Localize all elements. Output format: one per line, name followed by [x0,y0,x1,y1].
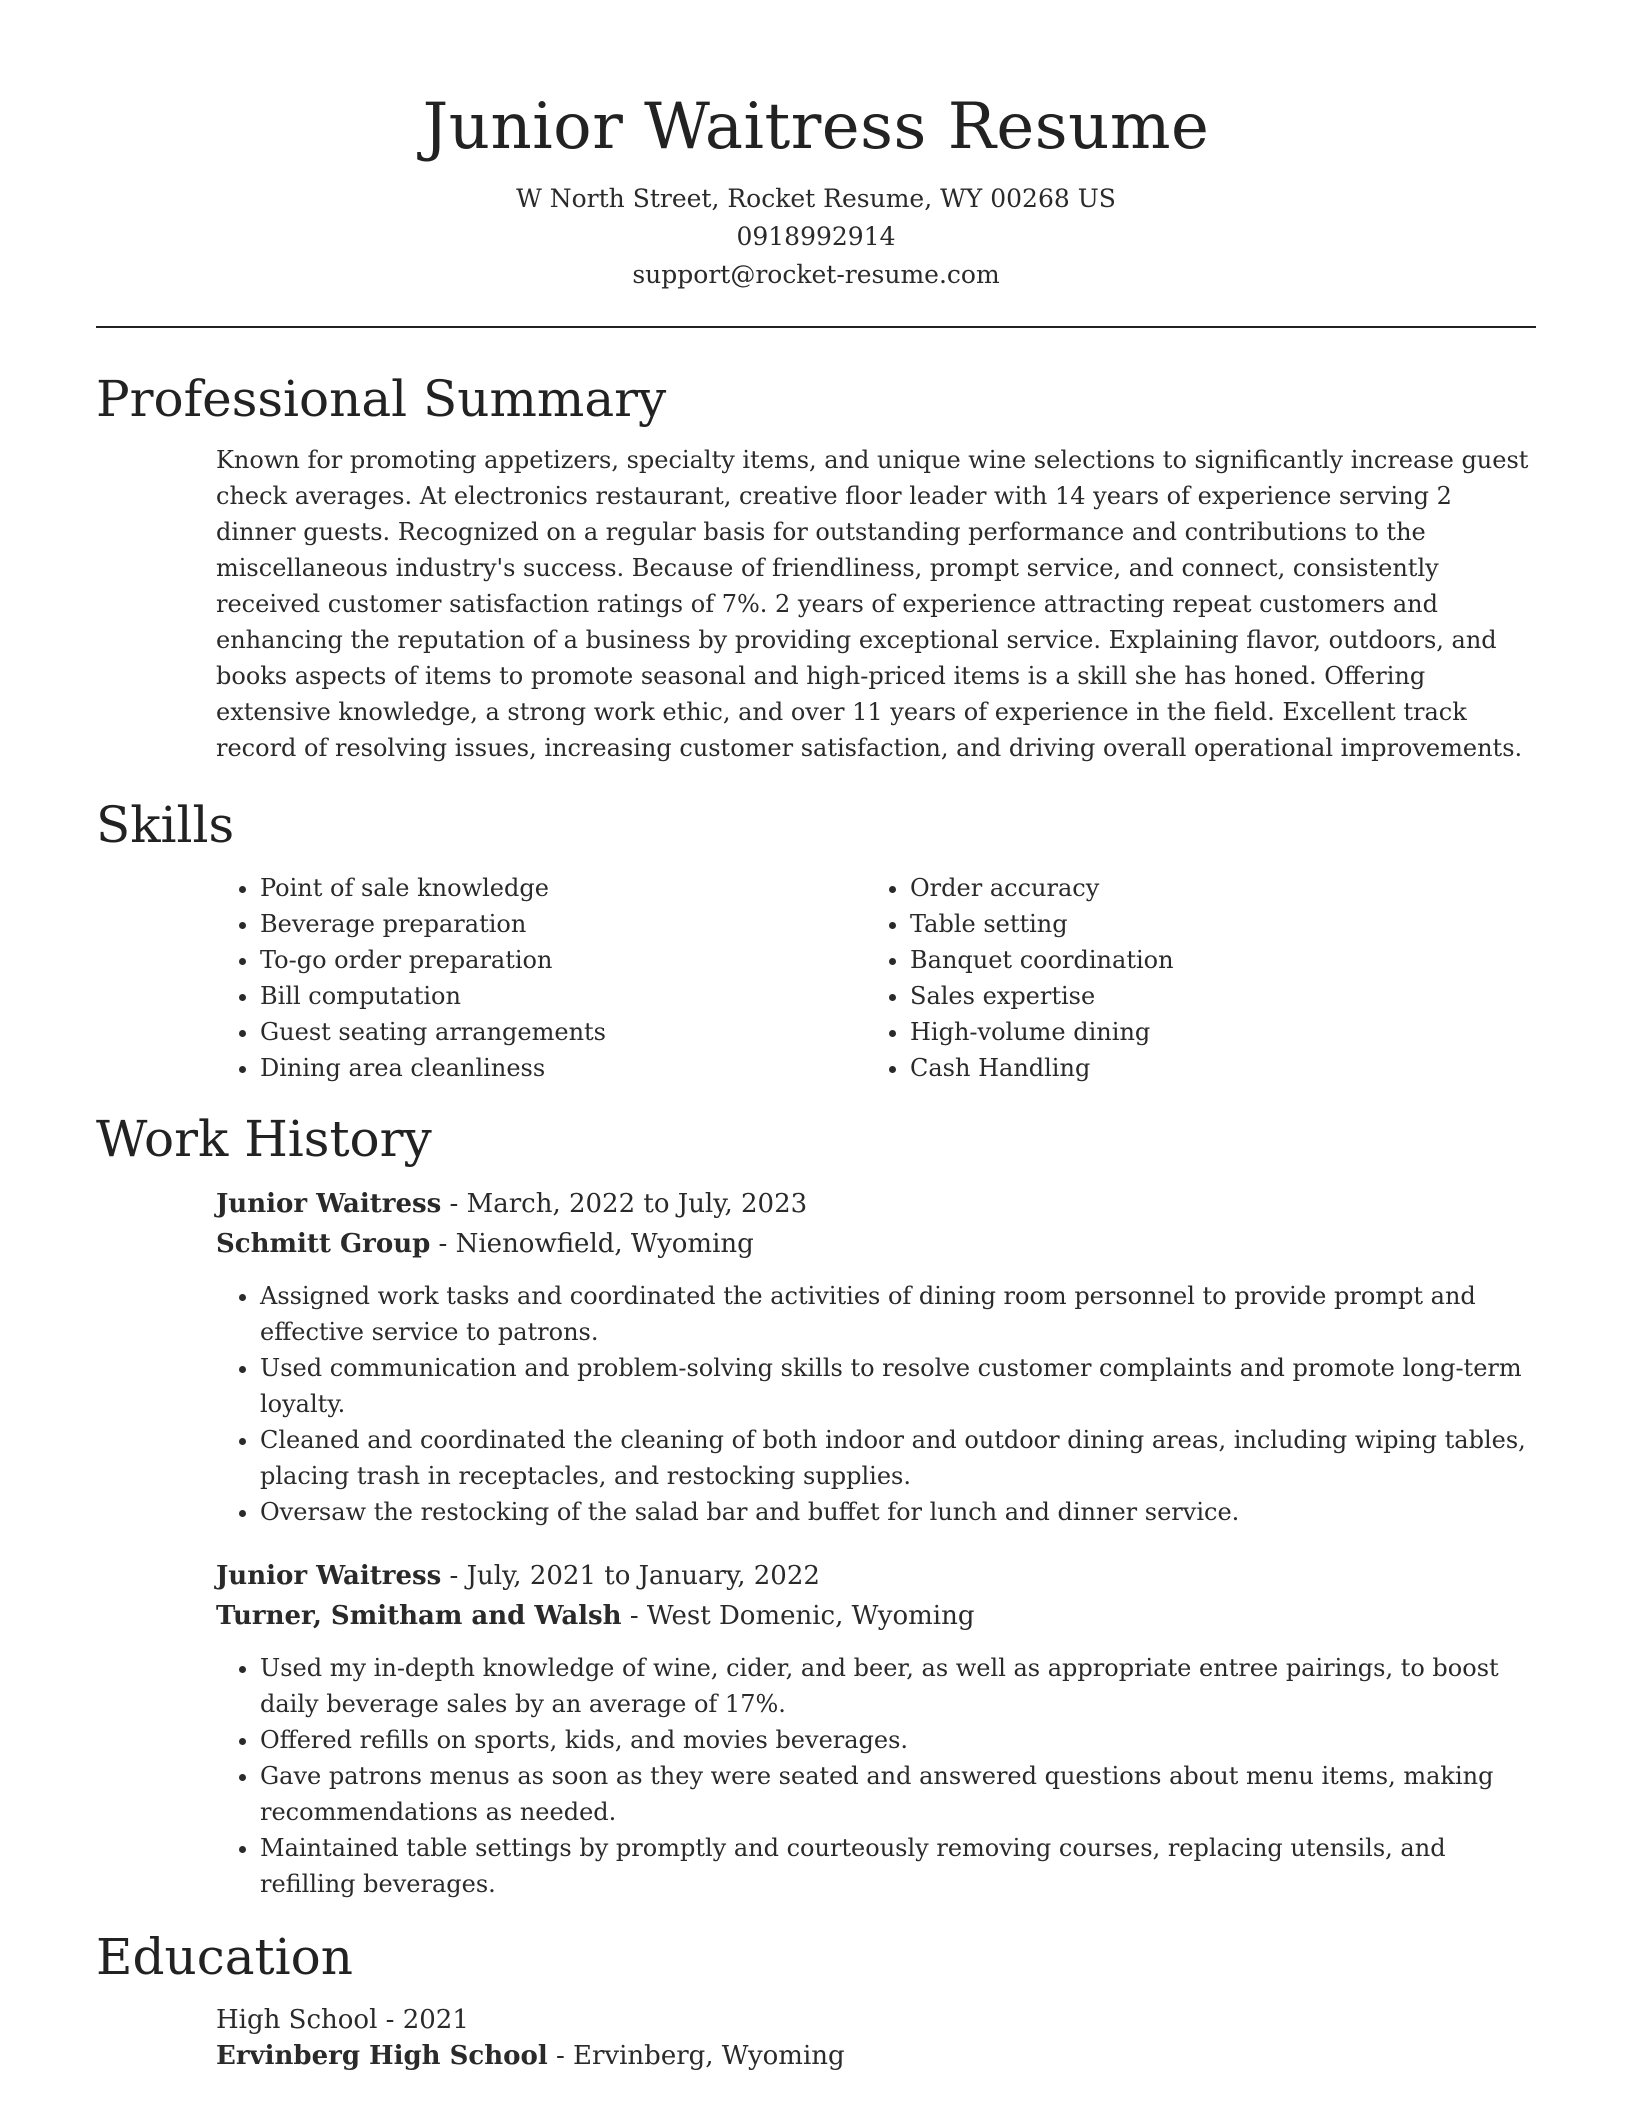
skill-item: • Point of sale knowledge [260,870,866,906]
education-school: Ervinberg High School [216,2041,548,2071]
education-location: - Ervinberg, Wyoming [547,2041,845,2071]
job-bullet: • Used communication and problem-solving skills to resolve customer complaints and promote long-term loyalty. [260,1350,1536,1422]
job-entry [216,1556,1536,1902]
job-employer-line [216,1224,1536,1264]
skill-item: • Guest seating arrangements [260,1014,866,1050]
summary-heading: Professional Summary [96,370,667,428]
job-dates: - March, 2022 to July, 2023 [441,1189,808,1219]
work-history-heading: Work History [96,1110,432,1168]
skills-list-left [216,870,866,1086]
summary-text: Known for promoting appetizers, specialty items, and unique wine selections to significantly increase guest check averages. At electronics restaurant, creative floor leader with 14 years of experience serving 2 dinner guests. Recognized on a regular basis for outstanding performance and contributions to the miscellaneous industry's success. Because of friendliness, prompt service, and connect, consistently received customer satisfaction ratings of 7%. 2 years of experience attracting repeat customers and enhancing the reputation of a business by providing exceptional service. Explaining flavor, outdoors, and books aspects of items to promote seasonal and high-priced items is a skill she has honed. Offering extensive knowledge, a strong work ethic, and over 11 years of experience in the field. Excellent track record of resolving issues, increasing customer satisfaction, and driving overall operational improvements. [216,446,1529,762]
education-heading: Education [96,1928,353,1986]
education-body [216,2002,1536,2074]
contact-address: W North Street, Rocket Resume, WY 00268 US [516,184,1116,213]
job-bullet: • Used my in-depth knowledge of wine, cider, and beer, as well as appropriate entree pairings, to boost daily beverage sales by an average of 17%. [260,1650,1536,1722]
skills-list-right [866,870,1536,1086]
skills-section [96,794,1536,1086]
resume-header [96,0,1536,294]
skill-item: • Dining area cleanliness [260,1050,866,1086]
skill-item: • Bill computation [260,978,866,1014]
job-dates: - July, 2021 to January, 2022 [441,1561,820,1591]
contact-email: support@rocket-resume.com [632,260,1000,289]
skill-item: • Table setting [910,906,1536,942]
skills-heading: Skills [96,796,235,854]
skill-item: • Cash Handling [910,1050,1536,1086]
job-location: - West Domenic, Wyoming [621,1601,975,1631]
job-title: Junior Waitress [216,1189,442,1219]
skill-item: • Order accuracy [910,870,1536,906]
job-bullet: • Gave patrons menus as soon as they were seated and answered questions about menu items, making recommendations as needed. [260,1758,1536,1830]
skill-item: • High-volume dining [910,1014,1536,1050]
contact-phone: 0918992914 [736,222,896,251]
skill-item: • Banquet coordination [910,942,1536,978]
job-bullets [216,1650,1536,1902]
job-bullets [216,1278,1536,1530]
summary-body [216,442,1536,766]
job-bullet: • Maintained table settings by promptly and courteously removing courses, replacing utensils, and refilling beverages. [260,1830,1536,1902]
education-section [96,1926,1536,2074]
job-employer: Schmitt Group [216,1229,431,1259]
education-degree-line: High School - 2021 [216,2005,469,2035]
summary-section [96,368,1536,766]
job-entry [216,1184,1536,1530]
skill-item: • Beverage preparation [260,906,866,942]
job-title: Junior Waitress [216,1561,442,1591]
job-bullet: • Cleaned and coordinated the cleaning of both indoor and outdoor dining areas, including wiping tables, placing trash in receptacles, and restocking supplies. [260,1422,1536,1494]
job-employer: Turner, Smitham and Walsh [216,1601,622,1631]
job-bullet: • Assigned work tasks and coordinated the activities of dining room personnel to provide prompt and effective service to patrons. [260,1278,1536,1350]
job-bullet: • Offered refills on sports, kids, and movies beverages. [260,1722,1536,1758]
work-history-section [96,1108,1536,1902]
work-history-body [216,1184,1536,1902]
skill-item: • To-go order preparation [260,942,866,978]
header-divider [96,326,1536,328]
job-title-line [216,1184,1536,1224]
skill-item: • Sales expertise [910,978,1536,1014]
skills-grid [216,870,1536,1086]
job-employer-line [216,1596,1536,1636]
job-bullet: • Oversaw the restocking of the salad bar and buffet for lunch and dinner service. [260,1494,1536,1530]
job-title-line [216,1556,1536,1596]
contact-block [96,180,1536,294]
resume-title: Junior Waitress Resume [422,90,1210,164]
job-location: - Nienowfield, Wyoming [430,1229,754,1259]
education-school-line [216,2038,1536,2074]
